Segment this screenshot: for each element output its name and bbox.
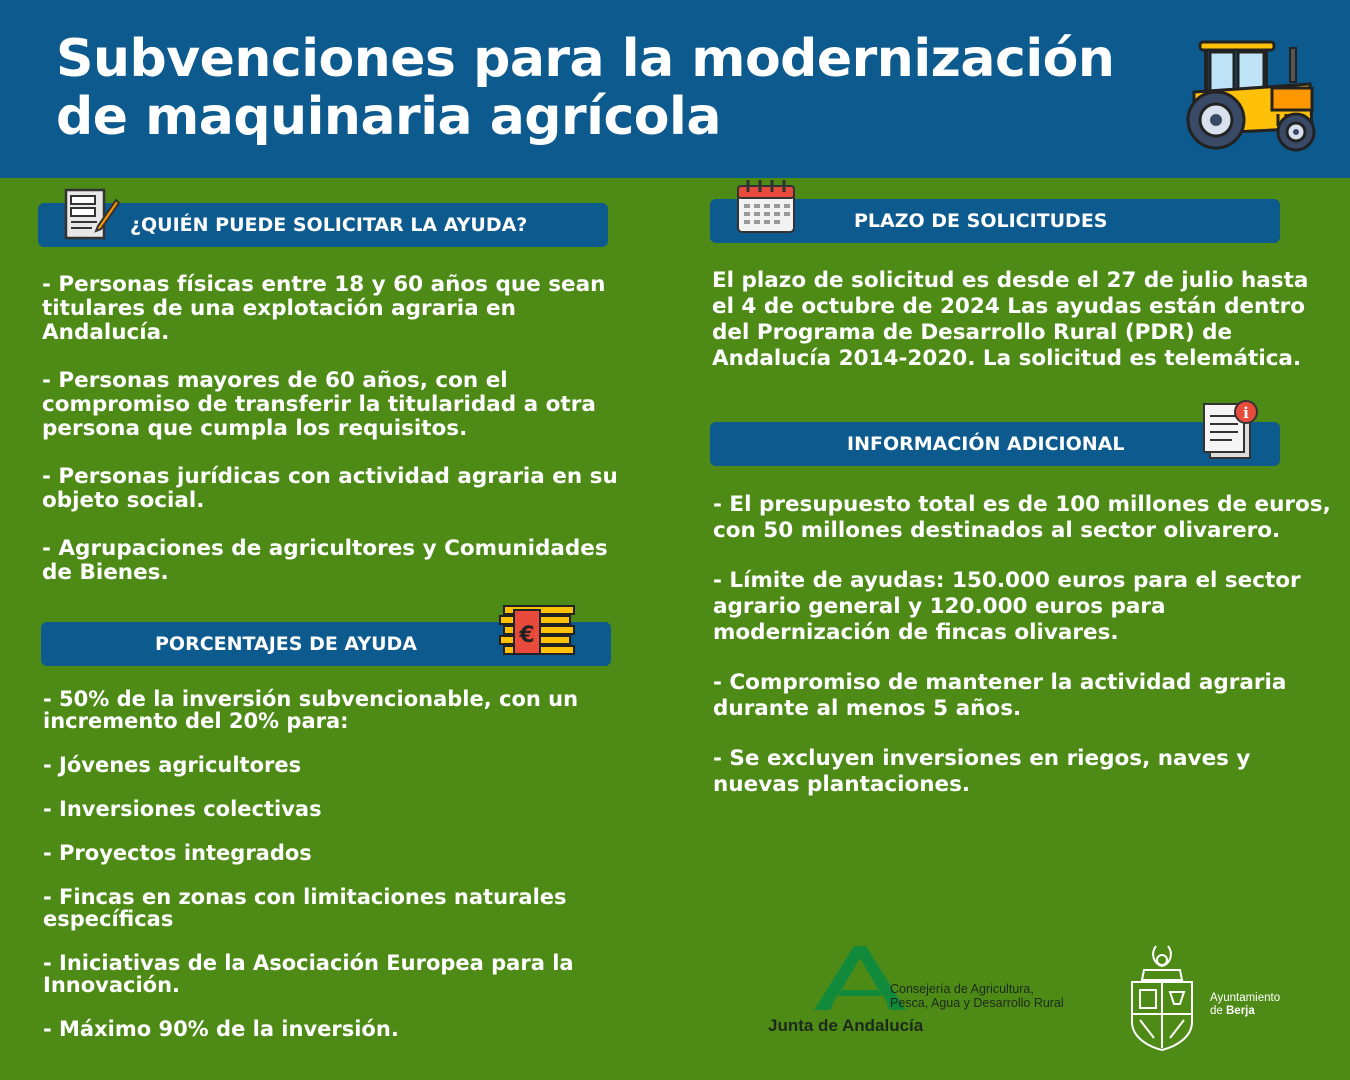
ayuntamiento-berja-logo [1126, 940, 1326, 1052]
info-heading-pill [710, 422, 1280, 466]
calendar-icon [734, 176, 798, 236]
list-item: - Proyectos integrados [43, 841, 312, 865]
list-item: - El presupuesto total es de 100 millones de euros, con 50 millones destinados al sector olivarero. [713, 492, 1331, 543]
percentages-heading: PORCENTAJES DE AYUDA [155, 633, 417, 655]
list-item: - Compromiso de mantener la actividad agraria durante al menos 5 años. [713, 670, 1287, 721]
info-heading: INFORMACIÓN ADICIONAL [847, 433, 1125, 455]
berja-coat-of-arms-icon [1126, 940, 1198, 1052]
list-item: - Iniciativas de la Asociación Europea para la Innovación. [43, 951, 574, 997]
tractor-icon [1180, 38, 1320, 154]
who-heading-pill [38, 203, 608, 247]
who-list [42, 273, 642, 585]
list-item: - Se excluyen inversiones en riegos, naves y nuevas plantaciones. [713, 746, 1251, 797]
deadline-heading: PLAZO DE SOLICITUDES [854, 210, 1108, 232]
junta-de-andalucia-logo [768, 944, 1088, 1044]
title-line-2: de maquinaria agrícola [56, 87, 721, 147]
who-heading: ¿QUIÉN PUEDE SOLICITAR LA AYUDA? [130, 214, 528, 236]
info-list [713, 492, 1338, 798]
junta-department: Consejería de Agricultura, Pesca, Agua y Desarrollo Rural [890, 982, 1064, 1010]
list-item: - Fincas en zonas con limitaciones naturales específicas [43, 885, 567, 931]
list-item: - Personas jurídicas con actividad agraria en su objeto social. [42, 464, 618, 513]
list-item: - Inversiones colectivas [43, 797, 322, 821]
berja-text: Ayuntamiento de Berja [1210, 992, 1281, 1017]
list-item: - Máximo 90% de la inversión. [43, 1017, 399, 1041]
money-euro-icon [494, 602, 580, 658]
list-item: - Límite de ayudas: 150.000 euros para el sector agrario general y 120.000 euros para modernización de fincas olivares. [713, 568, 1301, 645]
header-banner [0, 0, 1350, 178]
document-form-icon [62, 186, 120, 242]
title-line-1: Subvenciones para la modernización [56, 29, 1115, 89]
svg-text:i: i [1243, 404, 1249, 422]
junta-name: Junta de Andalucía [768, 1016, 924, 1035]
list-item: - Jóvenes agricultores [43, 753, 302, 777]
svg-text:€: € [519, 623, 535, 648]
info-document-icon [1198, 398, 1260, 460]
list-item: - Personas mayores de 60 años, con el compromiso de transferir la titularidad a otra persona que cumpla los requisitos. [42, 368, 596, 441]
list-item: - Agrupaciones de agricultores y Comunidades de Bienes. [42, 536, 608, 585]
percentages-list [43, 688, 643, 1040]
deadline-text: El plazo de solicitud es desde el 27 de julio hasta el 4 de octubre de 2024 Las ayudas están dentro del Programa de Desarrollo Rural (PDR) de Andalucía 2014-2020. La solicitud es telemática. [712, 268, 1309, 371]
list-item: - Personas físicas entre 18 y 60 años que sean titulares de una explotación agraria en Andalucía. [42, 272, 606, 345]
list-item: - 50% de la inversión subvencionable, con un incremento del 20% para: [43, 687, 579, 733]
page-title [56, 30, 1114, 146]
